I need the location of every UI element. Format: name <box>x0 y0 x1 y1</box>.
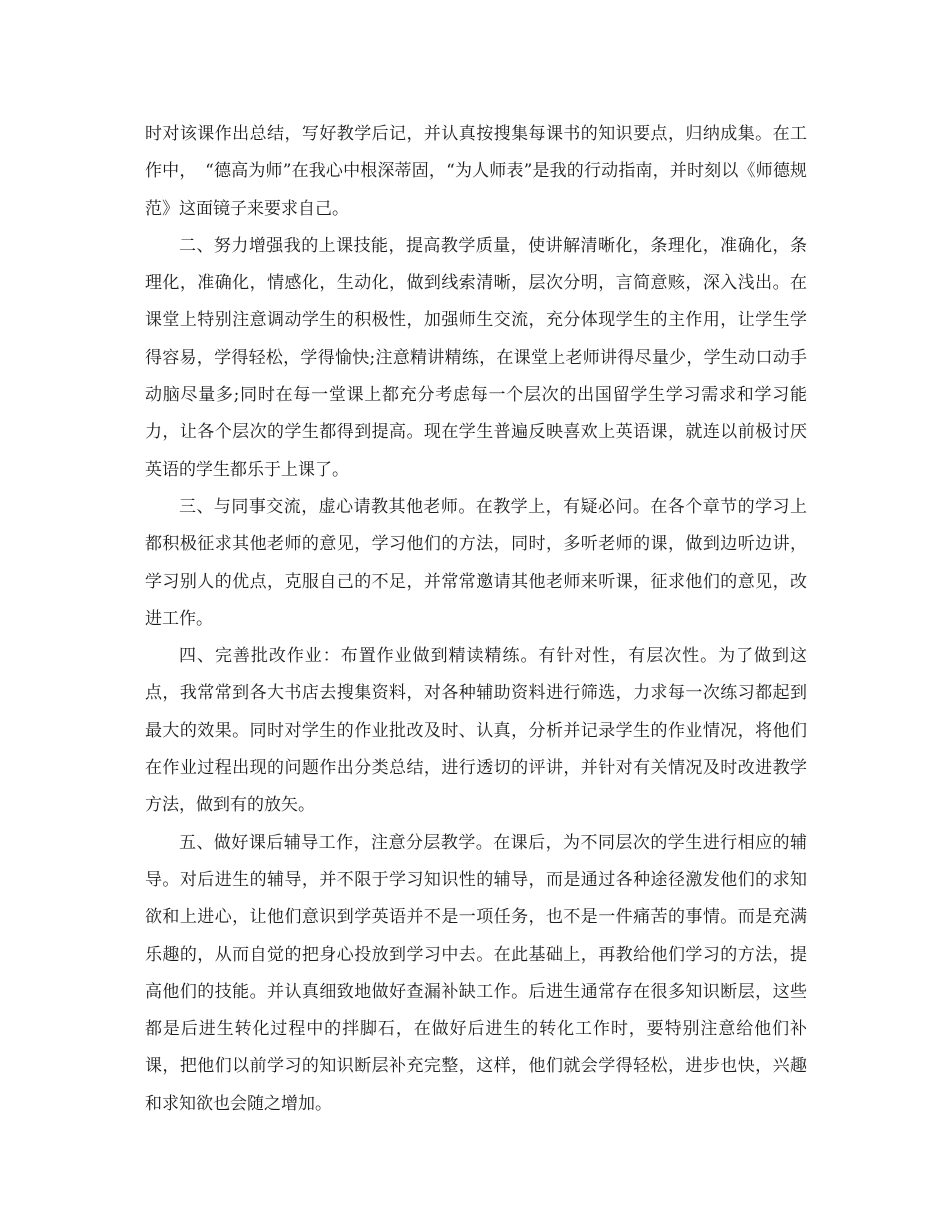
paragraph-section-2: 二、努力增强我的上课技能，提高教学质量，使讲解清晰化，条理化，准确化，条理化，准确化，情感化，生动化，做到线索清晰，层次分明，言简意赅，深入浅出。在课堂上特别注意调动学生的积极性，加强师生交流，充分体现学生的主作用，让学生学得容易，学得轻松，学得愉快;注意精讲精练，在课堂上老师讲得尽量少，学生动口动手动脑尽量多;同时在每一堂课上都充分考虑每一个层次的出国留学生学习需求和学习能力，让各个层次的学生都得到提高。现在学生普遍反映喜欢上英语课，就连以前极讨厌英语的学生都乐于上课了。 <box>145 235 807 480</box>
document-body <box>145 116 807 1123</box>
paragraph-section-5: 五、做好课后辅导工作，注意分层教学。在课后，为不同层次的学生进行相应的辅导。对后进生的辅导，并不限于学习知识性的辅导，而是通过各种途径激发他们的求知欲和上进心，让他们意识到学英语并不是一项任务，也不是一件痛苦的事情。而是充满乐趣的，从而自觉的把身心投放到学习中去。在此基础上，再教给他们学习的方法，提高他们的技能。并认真细致地做好查漏补缺工作。后进生通常存在很多知识断层，这些都是后进生转化过程中的拌脚石，在做好后进生的转化工作时，要特别注意给他们补课，把他们以前学习的知识断层补充完整，这样，他们就会学得轻松，进步也快，兴趣和求知欲也会随之增加。 <box>145 832 807 1114</box>
paragraph-continuation: 时对该课作出总结，写好教学后记，并认真按搜集每课书的知识要点，归纳成集。在工作中， “德高为师”在我心中根深蒂固，“为人师表”是我的行动指南，并时刻以《师德规范》这面镜子来要求自己。 <box>145 124 807 219</box>
paragraph-section-3: 三、与同事交流，虚心请教其他老师。在教学上，有疑必问。在各个章节的学习上都积极征求其他老师的意见，学习他们的方法，同时，多听老师的课，做到边听边讲，学习别人的优点，克服自己的不足，并常常邀请其他老师来听课，征求他们的意见，改进工作。 <box>145 496 807 629</box>
paragraph-section-4: 四、完善批改作业：布置作业做到精读精练。有针对性，有层次性。为了做到这点，我常常到各大书店去搜集资料，对各种辅助资料进行筛选，力求每一次练习都起到最大的效果。同时对学生的作业批改及时、认真，分析并记录学生的作业情况，将他们在作业过程出现的问题作出分类总结，进行透切的评讲，并针对有关情况及时改进教学方法，做到有的放矢。 <box>145 646 807 816</box>
